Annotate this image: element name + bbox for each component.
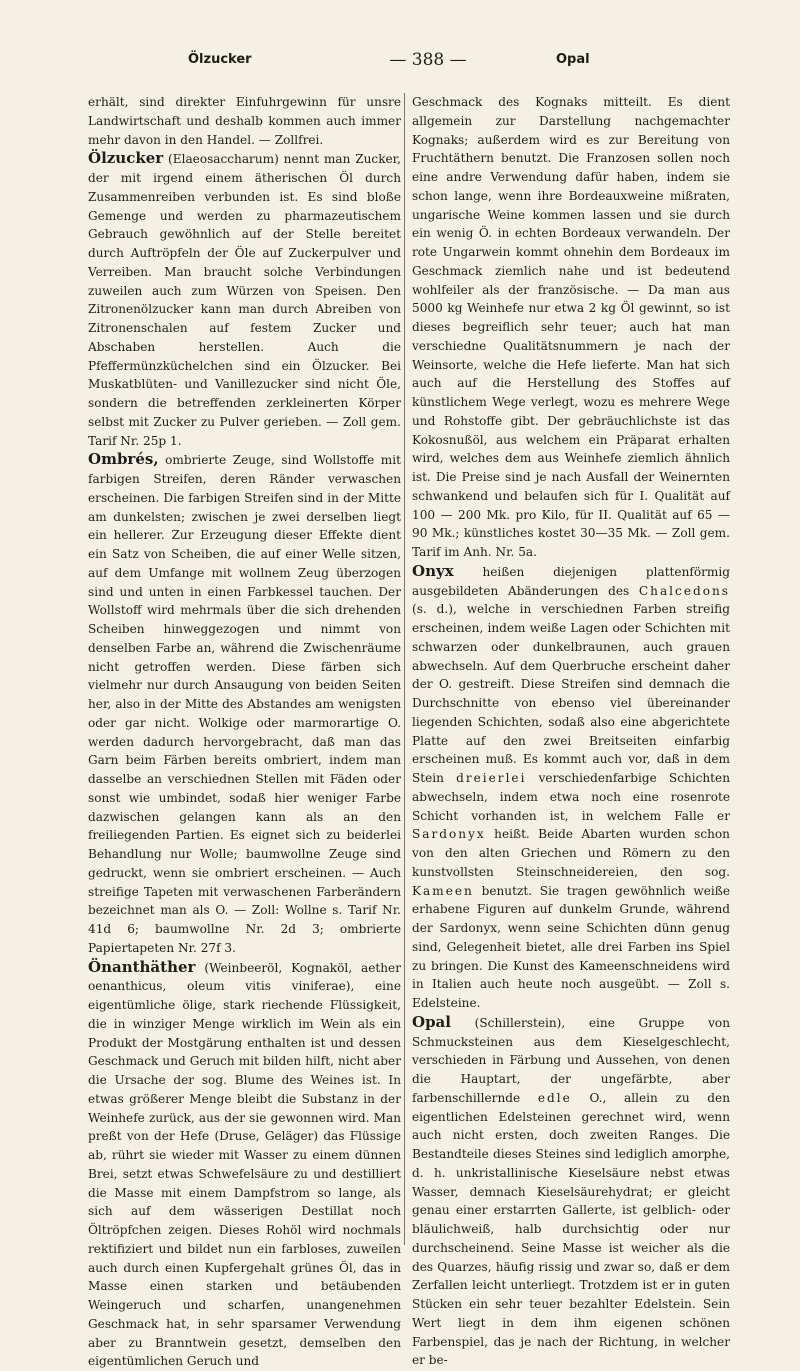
paragraph-text: erhält, sind direkter Einfuhrgewinn für unsre Landwirtschaft und deshalb kommen auch immer mehr davon in den Handel. — Zollfrei.	[88, 95, 401, 147]
entry-text: (Elaeosaccharum) nennt man Zucker, der mit irgend einem ätherischen Öl durch Zusammenreiben verbunden ist. Es sind bloße Gemenge und werden zu pharmazeutischem Gebrauch gewöhnlich auf der Stelle bereitet durch Auftröpfeln der Öle auf Zuckerpulver und Verreiben. Man braucht solche Verbindungen zuweilen auch zum Würzen von Speisen. Den Zitronenölzucker kann man durch Abreiben von Zitronenschalen auf festem Zucker und Abschaben herstellen. Auch die Pfeffermünzküchelchen sind ein Ölzucker. Bei Muskatblüten- und Vanillezucker sind nicht Öle, sondern die betreffenden zerkleinerten Körper selbst mit Zucker zu Pulver gerieben. — Zoll gem. Tarif Nr. 25p 1.	[88, 152, 401, 447]
entry-ombres	[88, 450, 401, 957]
entry-headword: Ölzucker	[88, 149, 163, 167]
entry-headword: Ombrés,	[88, 450, 159, 468]
entry-text: (s. d.), welche in verschiednen Farben streifig erscheinen, indem weiße Lagen oder Schichten mit schwarzen oder dunkelbraunen, auch grauen abwechseln. Auf dem Querbruche erscheint daher der O. gestreift. Diese Streifen sind demnach die Durchschnitte von ebenso viel übereinander liegenden Schichten, sodaß also eine abgerichtete Platte auf den zwei Breitseiten einfarbig erscheinen muß. Es kommt auch vor, daß in dem Stein	[412, 602, 730, 785]
entry-text: (Schillerstein), eine Gruppe von Schmucksteinen aus dem Kieselgeschlecht, verschieden in Färbung und Aussehen, von denen die Hauptart, der ungefärbte, aber farbenschillernde	[412, 1016, 730, 1105]
entry-text: (Weinbeeröl, Kognaköl, aether oenanthicus, oleum vitis viniferae), eine eigentümliche ölige, stark riechende Flüssigkeit, die in winziger Menge wirklich im Wein als ein Produkt der Mostgärung enthalten ist und dessen Geschmack und Geruch mit bilden hilft, nicht aber die Ursache der sog. Blume des Weines ist. In etwas größerer Menge bleibt die Substanz in der Weinhefe zurück, aus der sie gewonnen wird. Man preßt von der Hefe (Druse, Geläger) das Flüssige ab, rührt sie wieder mit Wasser zu einem dünnen Brei, setzt etwas Schwefelsäure zu und destilliert die Masse mit einem Dampfstrom so lange, als sich auf dem wässerigen Destillat noch Öltröpfchen zeigen. Dieses Rohöl wird nochmals rektifiziert und bildet nun ein farbloses, zuweilen auch durch einen Kupfergehalt grünes Öl, das in Masse einen starken und betäubenden Weingeruch und scharfen, unangenehmen Geschmack hat, in sehr sparsamer Verwendung aber zu Branntwein gesetzt, demselben den eigentümlichen Geruch und	[88, 961, 401, 1369]
entry-headword: Onyx	[412, 562, 454, 580]
entry-text: heißen diejenigen plattenförmig ausgebildeten Abänderungen des	[412, 565, 730, 598]
entry-headword: Opal	[412, 1013, 451, 1031]
page-number: — 388 —	[358, 50, 498, 70]
spaced-term: Kameen	[412, 884, 474, 898]
page-number-value: 388	[412, 50, 444, 70]
entry-headword: Önanthäther	[88, 958, 195, 976]
column-divider	[404, 93, 405, 1245]
right-column	[412, 93, 730, 1370]
entry-onyx	[412, 562, 730, 1013]
left-column	[88, 93, 401, 1371]
entry-text: heißt. Beide Abarten wurden schon von den alten Griechen und Römern zu den kunstvollsten Steinschneidereien, den sog.	[412, 827, 730, 879]
spaced-term: dreierlei	[456, 771, 526, 785]
entry-opal	[412, 1013, 730, 1370]
entry-oenanthaether	[88, 958, 401, 1371]
entry-text: benutzt. Sie tragen gewöhnlich weiße erhabene Figuren auf dunkelm Grunde, während der Sardonyx, wenn seine Schichten dünn genug sind, Gelegenheit bietet, alle drei Farben ins Spiel zu bringen. Die Kunst des Kameenschneidens wird in Italien auch heute noch ausgeübt. — Zoll s. Edelsteine.	[412, 884, 730, 1011]
paragraph-text: Geschmack des Kognaks mitteilt. Es dient allgemein zur Darstellung nachgemachter Kognaks; außerdem wird es zur Bereitung von Fruchtäthern benutzt. Die Franzosen sollen noch eine andre Verwendung dafür haben, indem sie schon lange, wenn ihre Bordeauxweine mißraten, ungarische Weine kommen lassen und sie durch ein wenig Ö. in echten Bordeaux verwandeln. Der rote Ungarwein kommt ohnehin dem Bordeaux im Geschmack ziemlich nahe und ist bedeutend wohlfeiler als der französische. — Da man aus 5000 kg Weinhefe nur etwa 2 kg Öl gewinnt, so ist dieses begreiflich sehr teuer; auch hat man verschiedne Qualitätsnummern je nach der Weinsorte, welche die Hefe lieferte. Man hat sich auch auf die Herstellung des Stoffes auf künstlichem Wege verlegt, wozu es mehrere Wege und Rohstoffe gibt. Der gebräuchlichste ist das Kokosnußöl, aus welchem ein Präparat erhalten wird, welches dem aus Weinhefe ziemlich ähnlich ist. Die Preise sind je nach Ausfall der Weinernten schwankend und belaufen sich für I. Qualität auf 100 — 200 Mk. pro Kilo, für II. Qualität auf 65 — 90 Mk.; künstliches kostet 30—35 Mk. — Zoll gem. Tarif im Anh. Nr. 5a.	[412, 95, 730, 559]
paragraph-continuation	[412, 93, 730, 562]
entry-oelzucker	[88, 149, 401, 450]
header-right-keyword: Opal	[556, 52, 590, 67]
header-left-keyword: Ölzucker	[188, 52, 252, 67]
paragraph-continuation	[88, 93, 401, 149]
entry-text: O., allein zu den eigentlichen Edelsteinen gerechnet wird, wenn auch nicht ersten, doch zweiten Ranges. Die Bestandteile dieses Steines sind lediglich amorphe, d. h. unkristallinische Kieselsäure nebst etwas Wasser, demnach Kieselsäurehydrat; er gleicht genau einer erstarrten Gallerte, ist gelblich- oder bläulichweiß, halb durchsichtig oder nur durchscheinend. Seine Masse ist weicher als die des Quarzes, häufig rissig und zwar so, daß er dem Zerfallen leicht unterliegt. Trotzdem ist er in guten Stücken ein sehr teuer bezahlter Edelstein. Sein Wert liegt in dem ihm eigenen schönen Farbenspiel, das je nach der Richtung, in welcher er be-	[412, 1091, 730, 1368]
entry-text: verschiedenfarbige Schichten abwechseln, indem etwa noch eine rosenrote Schicht vorhanden ist, in welchem Falle er	[412, 771, 730, 823]
entry-text: ombrierte Zeuge, sind Wollstoffe mit farbigen Streifen, deren Ränder verwaschen erscheinen. Die farbigen Streifen sind in der Mitte am dunkelsten; zwischen je zwei derselben liegt ein hellerer. Zur Erzeugung dieser Effekte dient ein Satz von Scheiben, die auf einer Welle sitzen, auf dem Umfange mit wollnem Zeug überzogen sind und unten in einen Farbkessel tauchen. Der Wollstoff wird mehrmals über die sich drehenden Scheiben hinweggezogen und nimmt von denselben Farbe an, während die Zwischenräume nicht getroffen werden. Diese färben sich vielmehr nur durch Ansaugung von beiden Seiten her, also in der Mitte des Abstandes am wenigsten oder gar nicht. Wolkige oder marmorartige O. werden dadurch hervorgebracht, daß man das Garn beim Färben bereits ombriert, indem man dasselbe an verschiednen Stellen mit Fäden oder sonst wie umbindet, sodaß hier weniger Farbe dazwischen gelangen kann als an den freiliegenden Partien. Es eignet sich zu beiderlei Behandlung nur Wolle; baumwollne Zeuge sind gedruckt, wenn sie ombriert erscheinen. — Auch streifige Tapeten mit verwaschenen Farberändern bezeichnet man als O. — Zoll: Wollne s. Tarif Nr. 41d 6; baumwollne Nr. 2d 3; ombrierte Papiertapeten Nr. 27f 3.	[88, 453, 401, 955]
spaced-term: edle	[538, 1091, 572, 1105]
running-header	[88, 50, 732, 74]
spaced-term: Chalcedons	[639, 584, 730, 598]
spaced-term: Sardonyx	[412, 827, 486, 841]
